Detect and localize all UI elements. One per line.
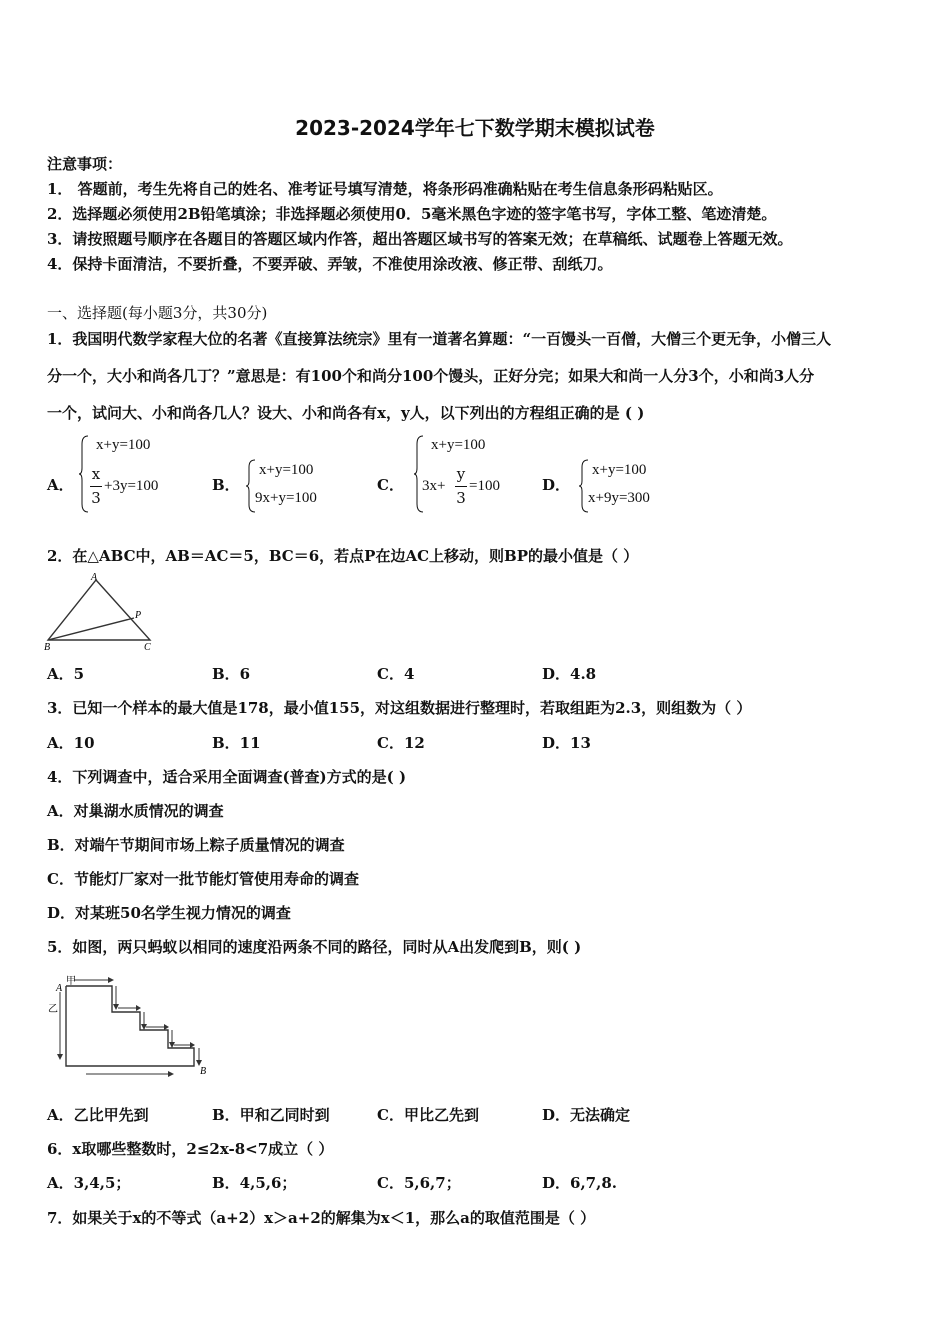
question-5: 5．如图，两只蚂蚁以相同的速度沿两条不同的路径，同时从A出发爬到B，则( ) [47,938,582,956]
page-title: 2023-2024学年七下数学期末模拟试卷 [295,116,655,140]
q1-b-eq1: x+y=100 [259,462,314,478]
question-2: 2．在△ABC中，AB＝AC＝5，BC＝6，若点P在边AC上移动，则BP的最小值是（ ） [47,547,639,565]
left-brace-icon [78,434,90,514]
q6-option-d: D．6,7,8. [542,1174,617,1192]
question-7: 7．如果关于x的不等式（a+2）x＞a+2的解集为x＜1，那么a的取值范围是（ ） [47,1209,596,1227]
triangle-label-p: P [135,610,142,621]
q1-option-b-label: B． [212,476,240,494]
q1-d-eq2: x+9y=300 [588,490,650,506]
q1-c-eq2-pre: 3x+ [422,478,446,494]
q1-a-frac-num: x [91,465,101,483]
question-4: 4．下列调查中，适合采用全面调查(普查)方式的是( ) [47,768,407,786]
path-label-jia: 甲 [66,976,76,987]
q4-option-d: D．对某班50名学生视力情况的调查 [47,904,291,922]
q1-option-a-system [78,434,188,514]
q4-option-b: B．对端午节期间市场上粽子质量情况的调查 [47,836,345,854]
notice-item-1: 1． 答题前，考生先将自己的姓名、准考证号填写清楚，将条形码准确粘贴在考生信息条形码粘贴区。 [47,180,723,198]
q5-option-d: D．无法确定 [542,1106,631,1124]
point-label-a: A [56,983,63,994]
q5-option-c: C．甲比乙先到 [377,1106,479,1124]
q5-option-b: B．甲和乙同时到 [212,1106,330,1124]
q1-a-eq1: x+y=100 [96,437,151,453]
q6-option-b: B．4,5,6； [212,1174,297,1192]
ant-path-figure [44,972,214,1080]
q3-option-b: B．11 [212,734,261,752]
q2-option-c: C．4 [377,665,415,683]
notice-item-3: 3．请按照题号顺序在各题目的答题区域内作答，超出答题区域书写的答案无效；在草稿纸、试题卷上答题无效。 [47,230,793,248]
q4-option-c: C．节能灯厂家对一批节能灯管使用寿命的调查 [47,870,359,888]
q1-a-frac-bar [90,486,102,487]
q1-c-frac-num: y [456,465,466,483]
q3-option-c: C．12 [377,734,425,752]
question-1-line-2: 分一个，大小和尚各几丁？”意思是：有100个和尚分100个馒头，正好分完；如果大和尚一人分3个，小和尚3人分 [47,367,815,385]
question-3: 3．已知一个样本的最大值是178，最小值155，对这组数据进行整理时，若取组距为2.3，则组数为（ ） [47,699,752,717]
point-label-b: B [200,1066,207,1077]
q3-option-d: D．13 [542,734,591,752]
question-1-line-3: 一个，试问大、小和尚各几人？设大、小和尚各有x，y人，以下列出的方程组正确的是 ( ) [47,404,645,422]
triangle-label-b: B [44,642,51,652]
q2-option-d: D．4.8 [542,665,597,683]
notice-heading: 注意事项： [47,155,123,173]
q1-c-eq2: =100 [469,478,500,494]
q2-option-a: A．5 [47,665,85,683]
q1-a-eq2: +3y=100 [104,478,159,494]
triangle-label-a: A [91,572,98,583]
q1-option-a-label: A． [47,476,74,494]
q5-option-a: A．乙比甲先到 [47,1106,149,1124]
q1-option-b-system [245,458,345,514]
path-label-yi: 乙 [48,1004,58,1015]
q6-option-a: A．3,4,5； [47,1174,131,1192]
notice-item-4: 4．保持卡面清洁，不要折叠，不要弄破、弄皱，不准使用涂改液、修正带、刮纸刀。 [47,255,613,273]
q2-option-b: B．6 [212,665,251,683]
q4-option-a: A．对巢湖水质情况的调查 [47,802,224,820]
q1-d-eq1: x+y=100 [592,462,647,478]
question-1-line-1: 1．我国明代数学家程大位的名著《直接算法统宗》里有一道著名算题：“一百馒头一百僧，大僧三个更无争，小僧三人 [47,330,832,348]
q1-option-d-label: D． [542,476,571,494]
q6-option-c: C．5,6,7； [377,1174,461,1192]
q1-option-c-label: C． [377,476,404,494]
triangle-label-c: C [144,642,151,652]
q1-c-frac-den: 3 [456,489,466,507]
notice-item-2: 2．选择题必须使用2B铅笔填涂；非选择题必须使用0．5毫米黑色字迹的签字笔书写，字体工整、笔迹清楚。 [47,205,777,223]
q1-c-frac-bar [455,486,467,487]
q1-option-c-system [413,434,523,514]
q1-c-eq1: x+y=100 [431,437,486,453]
q1-a-frac-den: 3 [91,489,101,507]
q3-option-a: A．10 [47,734,95,752]
left-brace-icon [413,434,425,514]
section-heading: 一、选择题(每小题3分，共30分) [47,304,268,322]
q1-option-d-system [578,458,678,514]
triangle-figure [42,572,158,652]
q1-b-eq2: 9x+y=100 [255,490,317,506]
question-6: 6．x取哪些整数时，2≤2x-8<7成立（ ） [47,1140,334,1158]
